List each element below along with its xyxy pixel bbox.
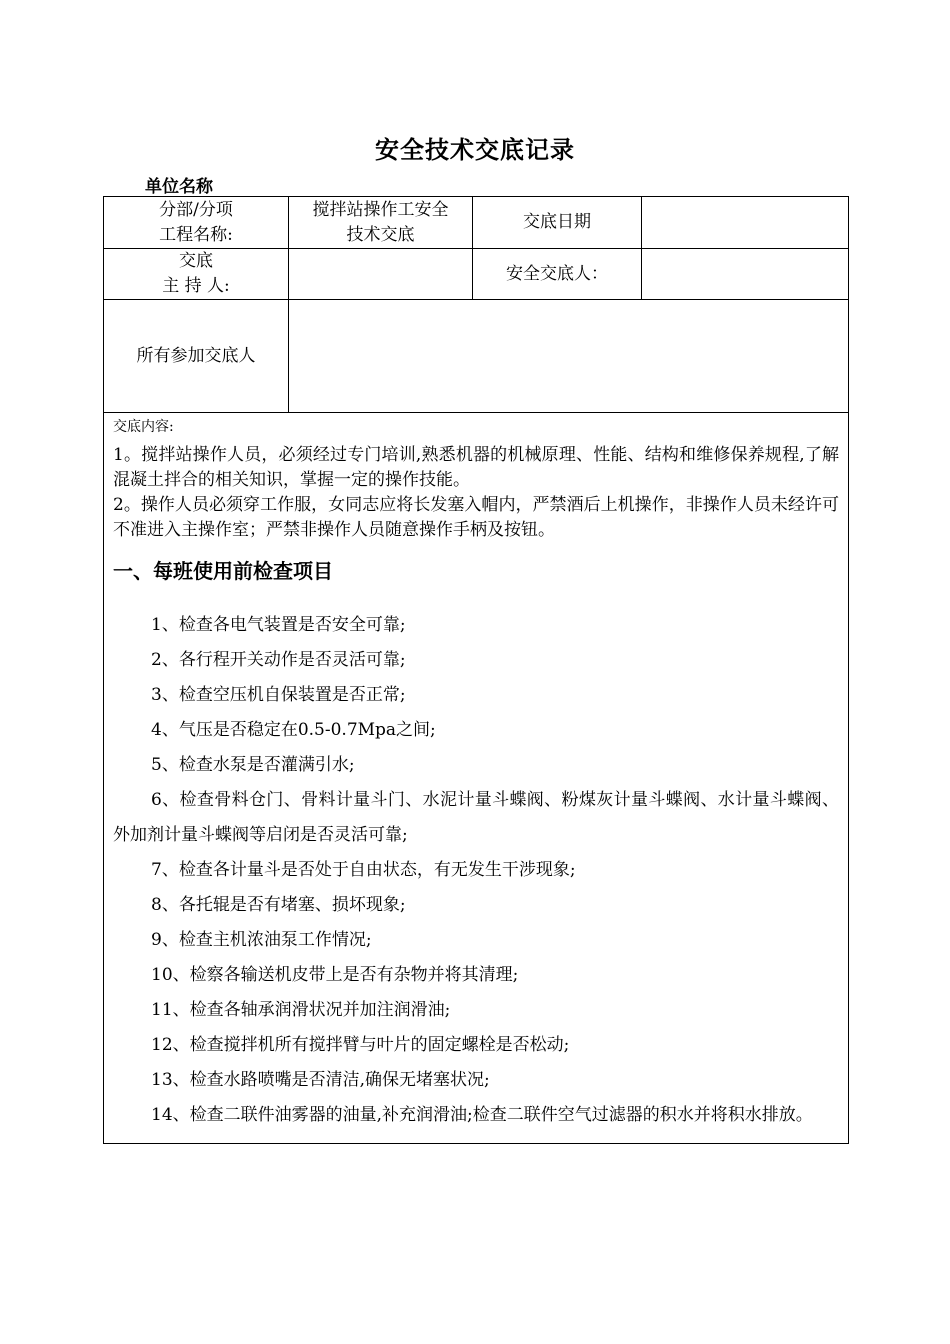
project-name-label-line1: 分部/分项 — [159, 199, 233, 220]
page-title: 安全技术交底记录 — [375, 135, 575, 164]
check-item-7: 7、检查各计量斗是否处于自由状态，有无发生干涉现象; — [151, 860, 576, 880]
check-item-2: 2、各行程开关动作是否灵活可靠; — [151, 650, 406, 670]
project-name-label — [104, 197, 289, 249]
table-row-content — [104, 413, 849, 1144]
host-label-line1: 交底 — [179, 251, 213, 271]
check-item-14: 14、检查二联件油雾器的油量,补充润滑油;检查二联件空气过滤器的积水并将积水排放。 — [151, 1105, 813, 1125]
safety-discloser-label: 安全交底人： — [473, 249, 642, 300]
disclosure-date-label: 交底日期 — [473, 197, 642, 249]
check-item-12: 12、检查搅拌机所有搅拌臂与叶片的固定螺栓是否松动; — [151, 1035, 570, 1055]
check-item-10: 10、检察各输送机皮带上是否有杂物并将其清理; — [151, 965, 519, 985]
table-row-participants — [104, 300, 849, 413]
check-item-3: 3、检查空压机自保装置是否正常; — [151, 685, 406, 705]
project-name-value-line2: 技术交底 — [346, 224, 415, 245]
participants-label: 所有参加交底人 — [104, 300, 289, 413]
safety-discloser-value — [642, 249, 849, 300]
intro-paragraph-2: 2。操作人员必须穿工作服，女同志应将长发塞入帽内，严禁酒后上机操作，非操作人员未经许可不准进入主操作室；严禁非操作人员随意操作手柄及按钮。 — [113, 495, 839, 540]
host-label-line2: 主 持 人: — [162, 276, 230, 296]
check-item-1: 1、检查各电气装置是否安全可靠; — [151, 615, 406, 635]
unit-name-label: 单位名称 — [145, 177, 213, 197]
project-name-label-line2: 工程名称: — [159, 224, 233, 245]
section-title: 一、每班使用前检查项目 — [113, 559, 333, 583]
check-item-13: 13、检查水路喷嘴是否清洁,确保无堵塞状况; — [151, 1070, 490, 1090]
check-item-11: 11、检查各轴承润滑状况并加注润滑油; — [151, 1000, 451, 1020]
disclosure-content — [104, 413, 849, 1144]
intro-paragraph-1: 1。搅拌站操作人员，必须经过专门培训,熟悉机器的机械原理、性能、结构和维修保养规程,了解混凝土拌合的相关知识，掌握一定的操作技能。 — [113, 445, 839, 490]
host-value — [289, 249, 473, 300]
check-item-5: 5、检查水泵是否灌满引水; — [151, 755, 355, 775]
host-label — [104, 249, 289, 300]
project-name-value-line1: 搅拌站操作工安全 — [312, 199, 449, 220]
check-item-9: 9、检查主机浓油泵工作情况; — [151, 930, 372, 950]
disclosure-table — [103, 196, 849, 1144]
table-row-host — [104, 249, 849, 300]
project-name-value — [289, 197, 473, 249]
check-item-4: 4、气压是否稳定在0.5-0.7Mpa之间; — [151, 720, 436, 740]
table-row-project — [104, 197, 849, 249]
check-item-8: 8、各托辊是否有堵塞、损坏现象; — [151, 895, 406, 915]
disclosure-date-value — [642, 197, 849, 249]
participants-value — [289, 300, 849, 413]
content-label: 交底内容: — [113, 419, 174, 435]
check-item-6: 6、检查骨料仓门、骨料计量斗门、水泥计量斗蝶阀、粉煤灰计量斗蝶阀、水计量斗蝶阀、外加剂计量斗蝶阀等启闭是否灵活可靠; — [113, 790, 839, 845]
